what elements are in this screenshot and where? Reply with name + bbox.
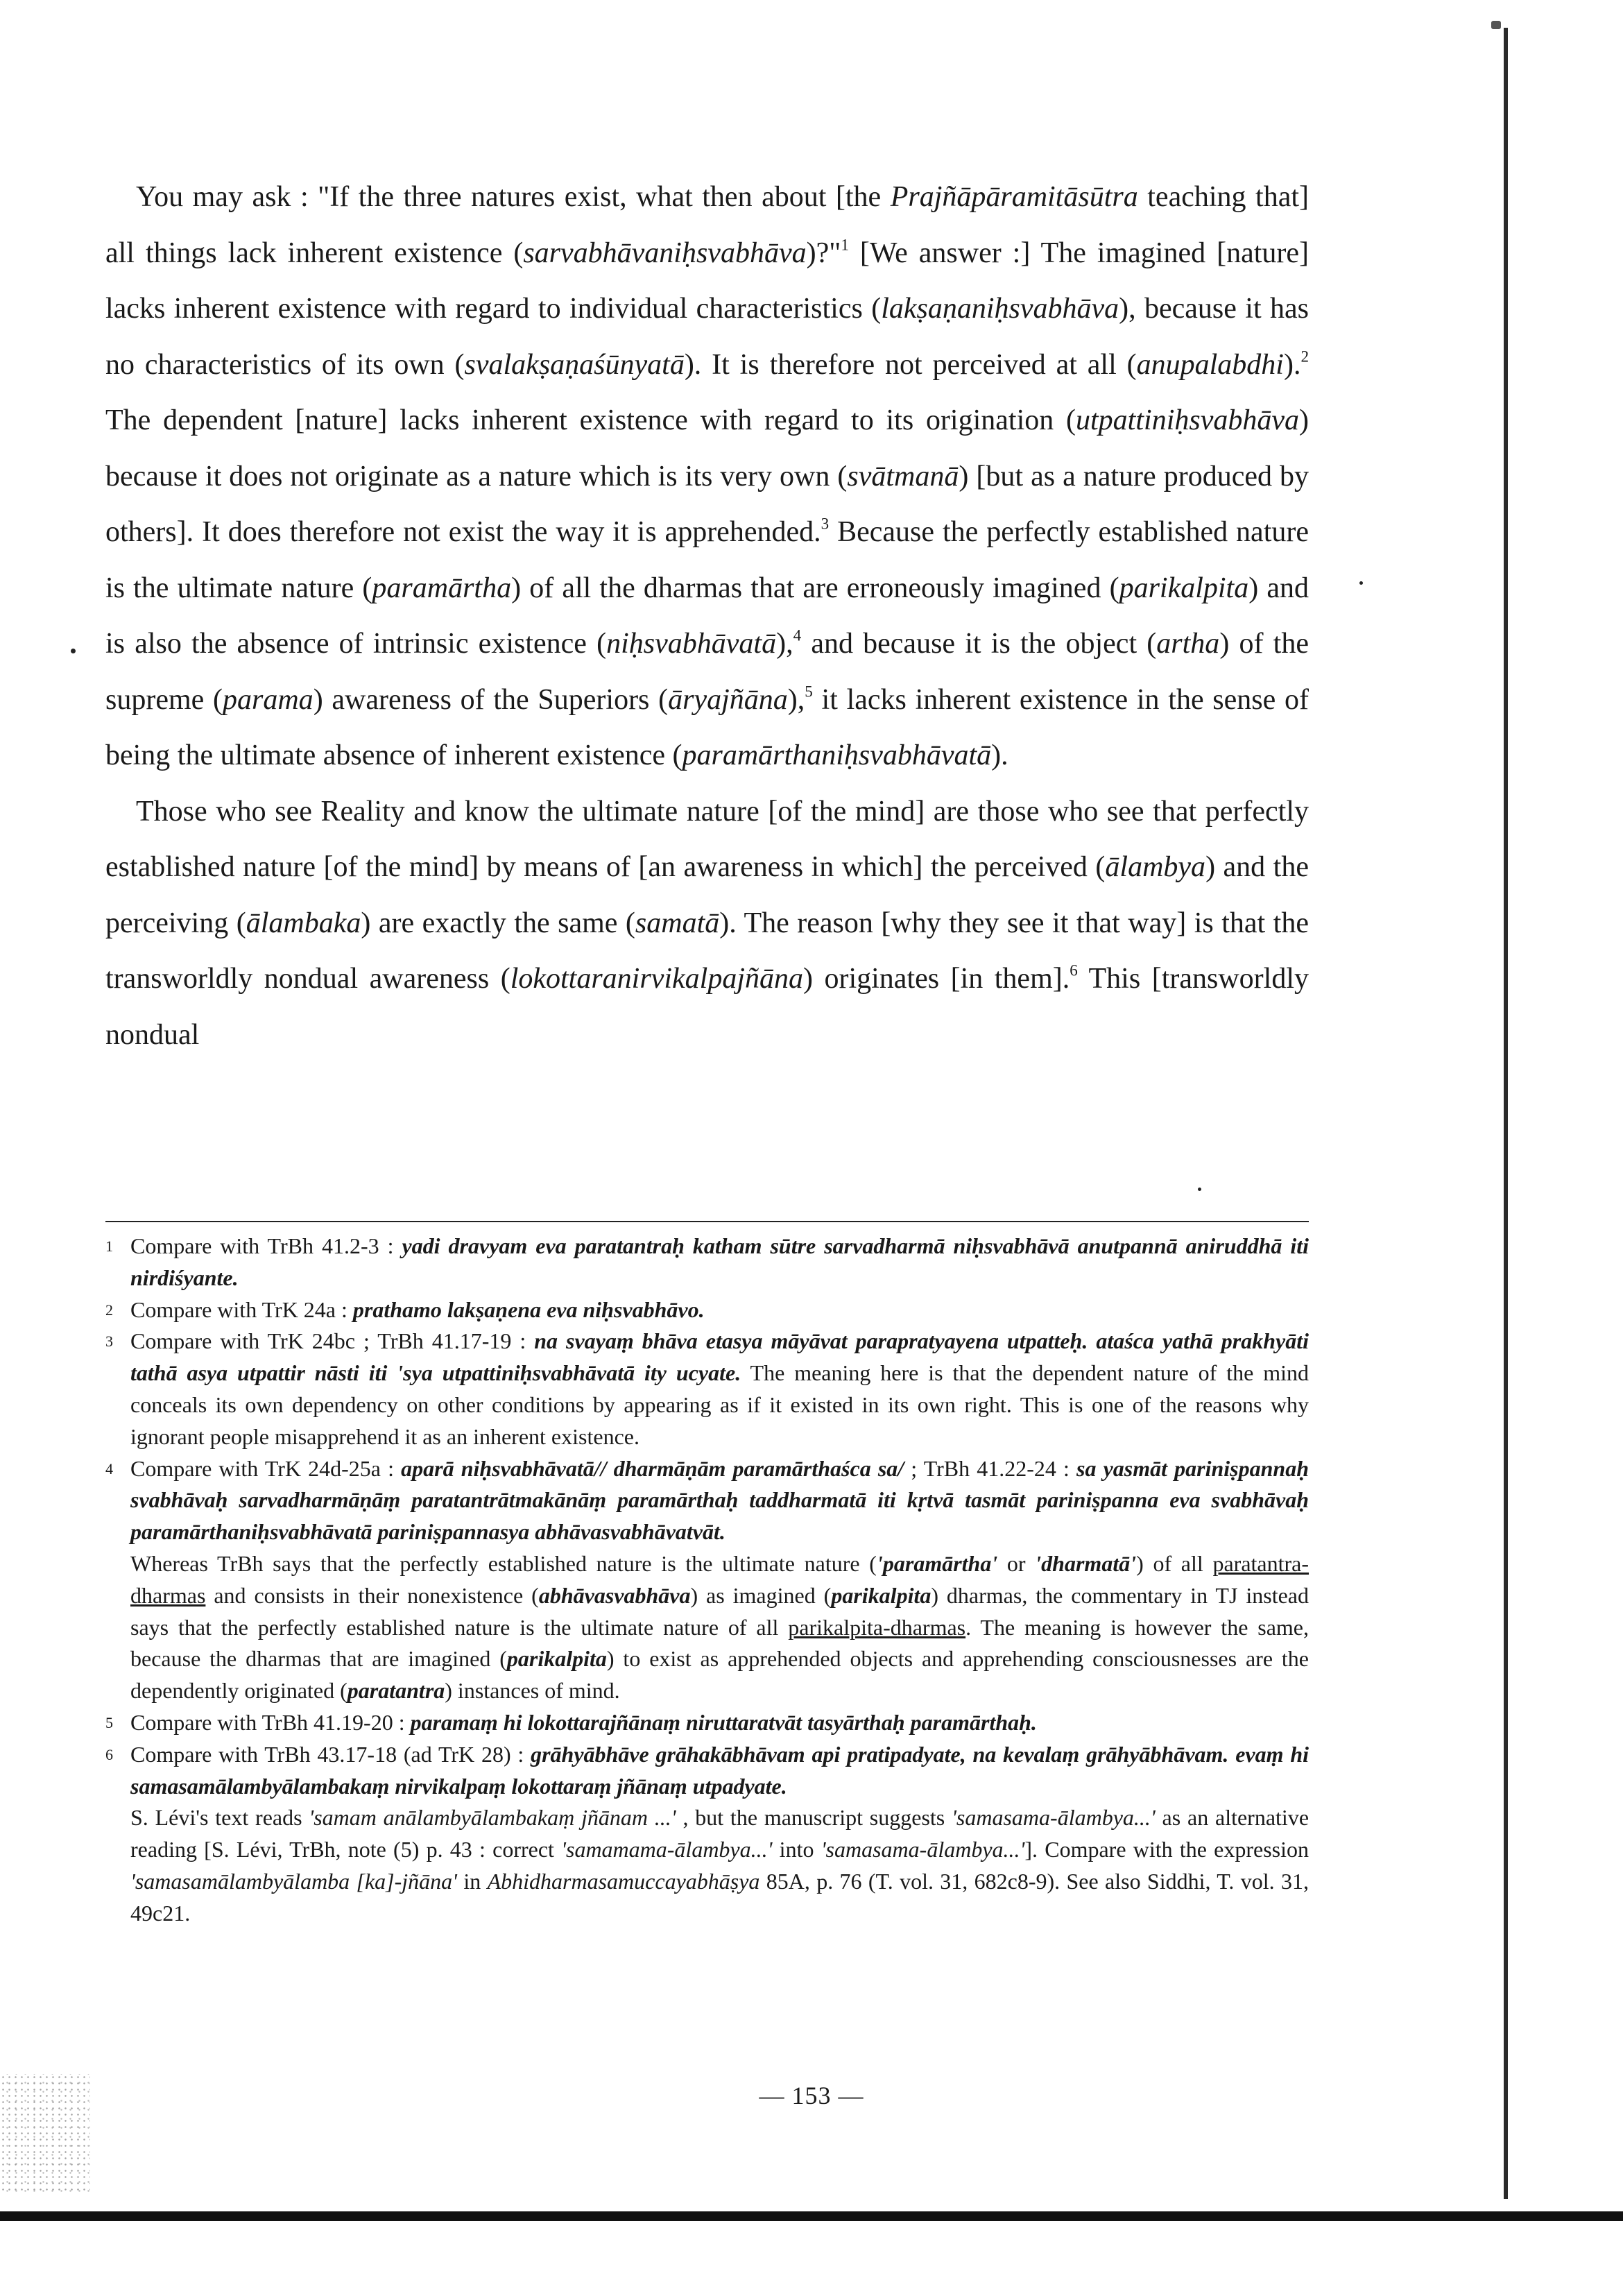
margin-dot <box>1198 1188 1201 1191</box>
footnote-6: 6 Compare with TrBh 43.17-18 (ad TrK 28) : grāhyābhāve grāhakābhāvam api pratipadyate, na kevalaṃ grāhyābhāvam. evaṃ hi samasamālambyālambakaṃ nirvikalpaṃ lokottaraṃ jñānaṃ utpadyate. <box>105 1739 1309 1803</box>
footnote-4-continuation: Whereas TrBh says that the perfectly established nature is the ultimate nature ('paramārtha' or 'dharmatā') of all paratantra-dharmas and consists in their nonexistence (abhāvasvabhāva) as imagined (parikalpita) dharmas, the commentary in TJ instead says that the perfectly established nature is the ultimate nature of all parikalpita-dharmas. The meaning is however the same, because the dharmas that are imagined (parikalpita) to exist as apprehended objects and apprehending consciousnesses are the dependently originated (paratantra) instances of mind. <box>130 1550 1309 1704</box>
footnote-4: 4 Compare with TrK 24d-25a : aparā niḥsvabhāvatā// dharmāṇām paramārthaśca sa/ ; TrBh 41.22-24 : sa yasmāt pariniṣpannaḥ svabhāvaḥ sarvadharmāṇāṃ paratantrātmakānāṃ paramārthaḥ taddharmatā iti kṛtvā tasmāt pariniṣpanna eva svabhāvaḥ paramārthaniḥsvabhāvatā pariniṣpannasya abhāvasvabhāvatvāt. <box>105 1453 1309 1548</box>
footnote-ref: 4 <box>793 626 802 644</box>
footnote-number: 6 <box>105 1745 113 1763</box>
margin-dot <box>71 649 76 653</box>
margin-dot <box>1359 581 1363 585</box>
footnote-2: 2 Compare with TrK 24a : prathamo lakṣaṇena eva niḥsvabhāvo. <box>105 1294 1309 1326</box>
footnote-5: 5 Compare with TrBh 41.19-20 : paramaṃ hi lokottarajñānaṃ niruttaratvāt tasyārthaḥ paramārthaḥ. <box>105 1707 1309 1739</box>
main-text <box>105 169 1309 1063</box>
footnote-number: 5 <box>105 1713 113 1731</box>
footnote-number: 4 <box>105 1459 113 1477</box>
footnote-number: 1 <box>105 1237 113 1255</box>
scan-bottom-bar <box>0 2211 1623 2221</box>
scan-speck <box>1491 21 1501 29</box>
footnote-ref: 2 <box>1300 347 1309 366</box>
footnote-ref: 6 <box>1070 961 1078 979</box>
footnote-ref: 1 <box>841 235 849 254</box>
footnote-6-continuation: S. Lévi's text reads 'samam anālambyālambakaṃ jñānam ...' , but the manuscript suggests 'samasama-ālambya...' as an alternative reading [S. Lévi, TrBh, note (5) p. 43 : correct 'samamama-ālambya...' into 'samasama-ālambya...']. Compare with the expression 'samasamālambyālamba [ka]-jñāna' in Abhidharmasamuccayabhāṣya 85A, p. 76 (T. vol. 31, 682c8-9). See also Siddhi, T. vol. 31, 49c21. <box>130 1805 1309 1926</box>
footnote-1: 1 Compare with TrBh 41.2-3 : yadi dravyam eva paratantraḥ katham sūtre sarvadharmā niḥsvabhāvā anutpannā aniruddhā iti nirdiśyante. <box>105 1231 1309 1294</box>
footnote-ref: 3 <box>821 514 830 533</box>
page-number: — 153 — <box>759 2082 864 2109</box>
paragraph-2: Those who see Reality and know the ultimate nature [of the mind] are those who see that perfectly established nature [of the mind] by means of [an awareness in which] the perceived (ālambya) and the perceiving (ālambaka) are exactly the same (samatā). The reason [why they see it that way] is that the transworldly nondual awareness (lokottaranirvikalpajñāna) originates [in them].$^6$ This [transworldly nondual <box>105 795 1309 1051</box>
footnote-number: 2 <box>105 1301 113 1319</box>
scan-right-border <box>1504 28 1508 2199</box>
footnote-3: 3 Compare with TrK 24bc ; TrBh 41.17-19 : na svayaṃ bhāva etasya māyāvat parapratyayena utpatteḥ. ataśca yathā prakhyāti tathā asya utpattir nāsti iti 'sya utpattiniḥsvabhāvatā ity ucyate. The meaning here is that the dependent nature of the mind conceals its own dependency on other conditions by appearing as if it existed in its own right. This is one of the reasons why ignorant people misapprehend it as an inherent existence. <box>105 1326 1309 1453</box>
footnote-rule <box>105 1221 1309 1222</box>
paragraph-1: You may ask : "If the three natures exist, what then about [the Prajñāpāramitāsūtra teaching that] all things lack inherent existence (sarvabhāvaniḥsvabhāva)?"$^1$ [We answer :] The imagined [nature] lacks inherent existence with regard to individual characteristics (lakṣaṇaniḥsvabhāva), because it has no characteristics of its own (svalakṣaṇaśūnyatā). It is therefore not perceived at all (anupalabdhi).$^2$ The dependent [nature] lacks inherent existence with regard to its origination (utpattiniḥsvabhāva) because it does not originate as a nature which is its very own (svātmanā) [but as a nature produced by others]. It does therefore not exist the way it is apprehended.$^3$ Because the perfectly established nature is the ultimate nature (paramārtha) of all the dharmas that are erroneously imagined (parikalpita) and is also the absence of intrinsic existence (niḥsvabhāvatā),$^4$ and because it is the object (artha) of the supreme (parama) awareness of the Superiors (āryajñāna),$^5$ it lacks inherent existence in the sense of being the ultimate absence of inherent existence (paramārthaniḥsvabhāvatā). <box>105 181 1309 771</box>
footnote-number: 3 <box>105 1333 113 1351</box>
footnotes <box>105 1231 1309 1930</box>
footnote-ref: 5 <box>805 682 813 701</box>
